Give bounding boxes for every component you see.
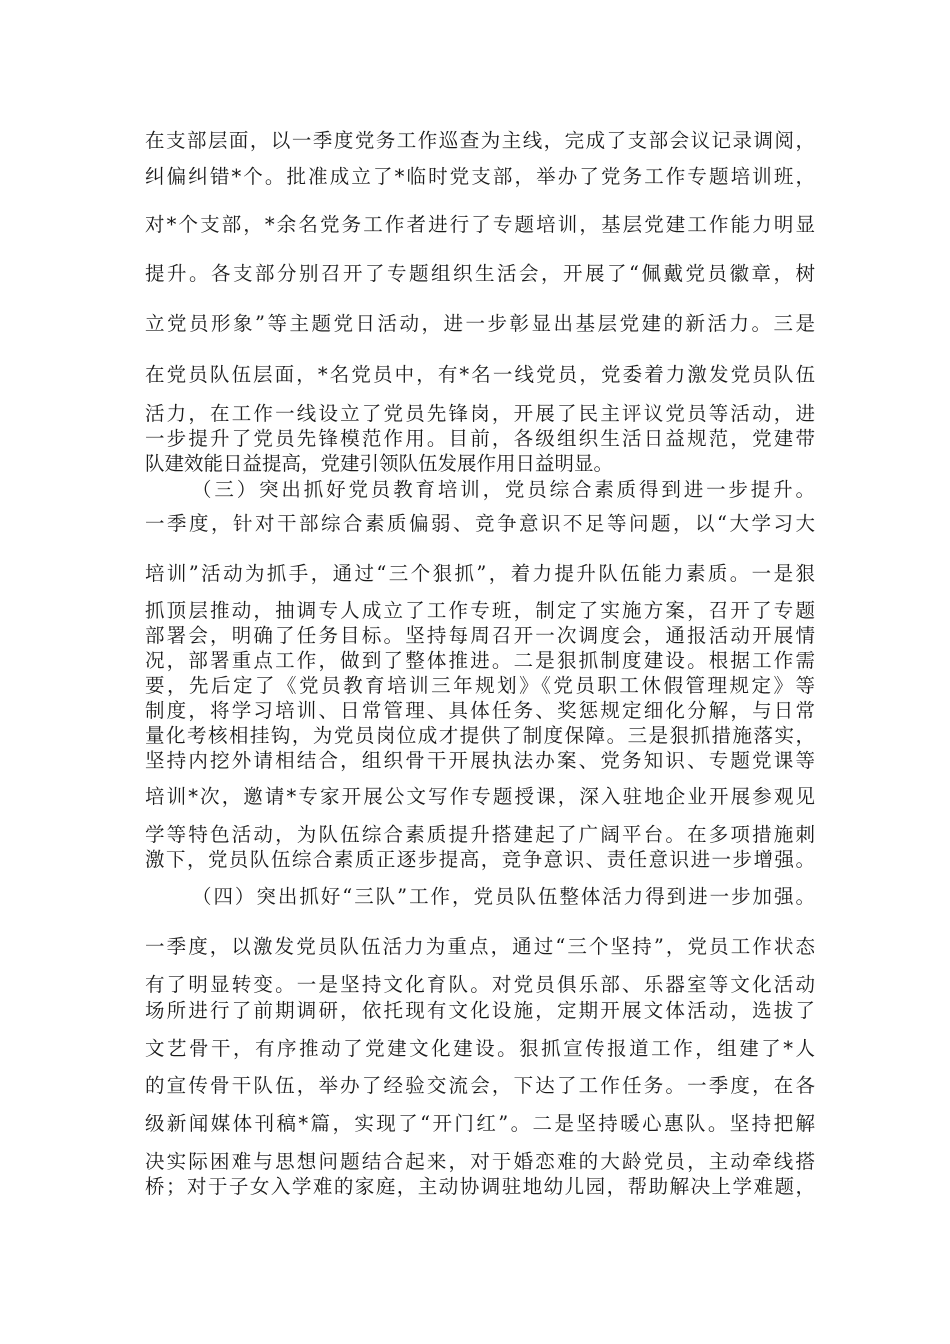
text-line: 激下，党员队伍综合素质正逐步提高，竞争意识、责任意识进一步增强。 xyxy=(145,848,815,871)
text-line: 学等特色活动，为队伍综合素质提升搭建起了广阔平台。在多项措施刺 xyxy=(145,823,815,846)
text-line: 一季度，针对干部综合素质偏弱、竞争意识不足等问题，以“大学习大 xyxy=(145,512,815,535)
text-line: 在支部层面，以一季度党务工作巡查为主线，完成了支部会议记录调阅， xyxy=(145,129,815,152)
text-line: 队建效能日益提高，党建引领队伍发展作用日益明显。 xyxy=(145,452,614,475)
text-line: 部署会，明确了任务目标。坚持每周召开一次调度会，通报活动开展情 xyxy=(145,624,815,647)
text-line: 立党员形象”等主题党日活动，进一步彰显出基层党建的新活力。三是 xyxy=(145,312,815,335)
text-line: 级新闻媒体刊稿*篇，实现了“开门红”。二是坚持暖心惠队。坚持把解 xyxy=(145,1112,815,1135)
text-line: 在党员队伍层面，*名党员中，有*名一线党员，党委着力激发党员队伍 xyxy=(145,363,815,386)
text-line: 量化考核相挂钩，为党员岗位成才提供了制度保障。三是狠抓措施落实， xyxy=(145,724,815,747)
text-line: 对*个支部，*余名党务工作者进行了专题培训，基层党建工作能力明显 xyxy=(145,213,815,236)
text-line: 桥；对于子女入学难的家庭，主动协调驻地幼儿园，帮助解决上学难题， xyxy=(145,1175,815,1198)
section-heading-3: （三）突出抓好党员教育培训，党员综合素质得到进一步提升。 xyxy=(192,478,815,501)
text-line: 提升。各支部分别召开了专题组织生活会，开展了“佩戴党员徽章，树 xyxy=(145,262,815,285)
text-line: 培训*次，邀请*专家开展公文写作专题授课，深入驻地企业开展参观见 xyxy=(145,785,815,808)
text-line: 抓顶层推动，抽调专人成立了工作专班，制定了实施方案，召开了专题 xyxy=(145,599,815,622)
text-line: 坚持内挖外请相结合，组织骨干开展执法办案、党务知识、专题党课等 xyxy=(145,749,815,772)
text-line: 活力，在工作一线设立了党员先锋岗，开展了民主评议党员等活动，进 xyxy=(145,402,815,425)
text-line: 培训”活动为抓手，通过“三个狠抓”，着力提升队伍能力素质。一是狠 xyxy=(145,562,815,585)
text-line: 纠偏纠错*个。批准成立了*临时党支部，举办了党务工作专题培训班， xyxy=(145,165,815,188)
text-line: 况，部署重点工作，做到了整体推进。二是狠抓制度建设。根据工作需 xyxy=(145,649,815,672)
section-heading-4: （四）突出抓好“三队”工作，党员队伍整体活力得到进一步加强。 xyxy=(192,885,815,908)
text-line: 决实际困难与思想问题结合起来，对于婚恋难的大龄党员，主动牵线搭 xyxy=(145,1150,815,1173)
text-line: 的宣传骨干队伍，举办了经验交流会，下达了工作任务。一季度，在各 xyxy=(145,1074,815,1097)
text-line: 文艺骨干，有序推动了党建文化建设。狠抓宣传报道工作，组建了*人 xyxy=(145,1037,815,1060)
text-line: 场所进行了前期调研，依托现有文化设施，定期开展文体活动，选拔了 xyxy=(145,999,815,1022)
text-line: 一步提升了党员先锋模范作用。目前，各级组织生活日益规范，党建带 xyxy=(145,427,815,450)
text-line: 制度，将学习培训、日常管理、具体任务、奖惩规定细化分解，与日常 xyxy=(145,699,815,722)
text-line: 有了明显转变。一是坚持文化育队。对党员俱乐部、乐器室等文化活动 xyxy=(145,973,815,996)
text-line: 要，先后定了《党员教育培训三年规划》《党员职工休假管理规定》等 xyxy=(145,674,815,697)
text-line: 一季度，以激发党员队伍活力为重点，通过“三个坚持”，党员工作状态 xyxy=(145,935,815,958)
